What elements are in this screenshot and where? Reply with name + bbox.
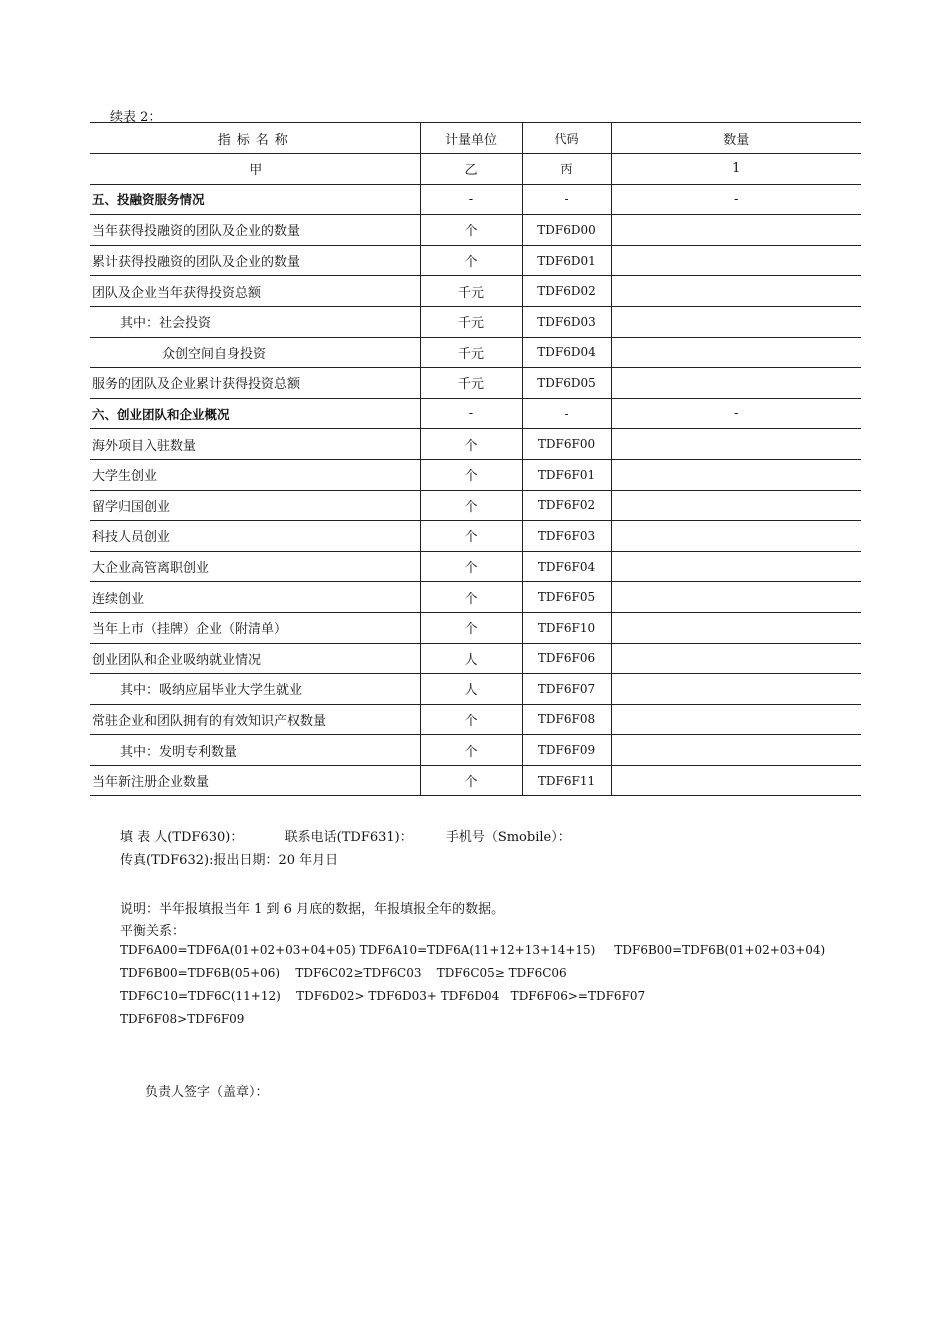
table-row: [90, 337, 861, 368]
unit-cell: 千元: [420, 337, 522, 368]
code-cell: TDF6F01: [522, 459, 611, 490]
fax-date-line: 传真(TDF632):报出日期：20 年月日: [120, 853, 339, 868]
header-unit: 计量单位: [420, 123, 522, 154]
table-row: [90, 215, 861, 246]
unit-cell: 个: [420, 551, 522, 582]
filler-line: [120, 826, 571, 845]
table-row: [90, 429, 861, 460]
subheader-name: 甲: [90, 154, 420, 185]
balance-line: TDF6F08>TDF6F09: [120, 1012, 245, 1026]
code-cell: TDF6D02: [522, 276, 611, 307]
unit-cell: 个: [420, 765, 522, 796]
unit-cell: 千元: [420, 276, 522, 307]
quantity-cell[interactable]: [611, 368, 861, 399]
quantity-cell[interactable]: [611, 490, 861, 521]
indicator-name-cell: 科技人员创业: [90, 521, 420, 552]
code-cell: TDF6D05: [522, 368, 611, 399]
table-row: [90, 704, 861, 735]
unit-cell: 千元: [420, 368, 522, 399]
code-cell: TDF6F06: [522, 643, 611, 674]
statistics-table: [90, 122, 861, 796]
indicator-name-cell: 其中：发明专利数量: [90, 735, 420, 766]
table-row: [90, 490, 861, 521]
indicator-name-cell: 六、创业团队和企业概况: [90, 398, 420, 429]
balance-line: TDF6C10=TDF6C(11+12) TDF6D02> TDF6D03+ TDF6D04 TDF6F06>=TDF6F07: [120, 989, 646, 1003]
table-row: [90, 765, 861, 796]
quantity-cell[interactable]: [611, 612, 861, 643]
indicator-name-cell: 大企业高管离职创业: [90, 551, 420, 582]
table-row: [90, 276, 861, 307]
unit-cell: 人: [420, 674, 522, 705]
mobile-label: 手机号（Smobile）：: [445, 830, 571, 845]
code-cell: TDF6F02: [522, 490, 611, 521]
table-row: [90, 551, 861, 582]
unit-cell: -: [420, 184, 522, 215]
quantity-cell[interactable]: [611, 276, 861, 307]
subheader-quantity: 1: [611, 154, 861, 185]
quantity-cell[interactable]: [611, 704, 861, 735]
note-line: 说明：半年报填报当年 1 到 6 月底的数据，年报填报全年的数据。: [120, 902, 505, 917]
unit-cell: 个: [420, 735, 522, 766]
table-header-row: [90, 123, 861, 154]
table-row: [90, 245, 861, 276]
subheader-code: 丙: [522, 154, 611, 185]
signature-line: 负责人签字（盖章）：: [145, 1085, 269, 1100]
phone-label: 联系电话(TDF631)：: [284, 830, 413, 845]
code-cell: TDF6F04: [522, 551, 611, 582]
code-cell: TDF6F03: [522, 521, 611, 552]
filler-label: 填 表 人(TDF630)：: [120, 830, 244, 845]
unit-cell: 人: [420, 643, 522, 674]
code-cell: -: [522, 398, 611, 429]
indicator-name-cell: 创业团队和企业吸纳就业情况: [90, 643, 420, 674]
code-cell: TDF6F00: [522, 429, 611, 460]
table-row: [90, 368, 861, 399]
code-cell: TDF6D01: [522, 245, 611, 276]
indicator-name-cell: 其中：吸纳应届毕业大学生就业: [90, 674, 420, 705]
quantity-cell[interactable]: [611, 429, 861, 460]
code-cell: TDF6D04: [522, 337, 611, 368]
indicator-name-cell: 留学归国创业: [90, 490, 420, 521]
table-row: [90, 521, 861, 552]
unit-cell: 个: [420, 704, 522, 735]
header-quantity: 数量: [611, 123, 861, 154]
unit-cell: -: [420, 398, 522, 429]
quantity-cell[interactable]: [611, 306, 861, 337]
code-cell: TDF6D03: [522, 306, 611, 337]
table-row: [90, 612, 861, 643]
indicator-name-cell: 海外项目入驻数量: [90, 429, 420, 460]
code-cell: TDF6D00: [522, 215, 611, 246]
header-indicator-name: 指标名称: [90, 123, 420, 154]
unit-cell: 个: [420, 490, 522, 521]
section-row: [90, 184, 861, 215]
subheader-unit: 乙: [420, 154, 522, 185]
quantity-cell[interactable]: [611, 215, 861, 246]
table-row: [90, 735, 861, 766]
unit-cell: 个: [420, 521, 522, 552]
indicator-name-cell: 常驻企业和团队拥有的有效知识产权数量: [90, 704, 420, 735]
table-row: [90, 674, 861, 705]
quantity-cell[interactable]: [611, 582, 861, 613]
code-cell: TDF6F09: [522, 735, 611, 766]
table-row: [90, 582, 861, 613]
unit-cell: 千元: [420, 306, 522, 337]
table-subheader-row: [90, 154, 861, 185]
indicator-name-cell: 团队及企业当年获得投资总额: [90, 276, 420, 307]
table-caption: 续表 2：: [110, 110, 162, 125]
quantity-cell: -: [611, 184, 861, 215]
indicator-name-cell: 累计获得投融资的团队及企业的数量: [90, 245, 420, 276]
unit-cell: 个: [420, 245, 522, 276]
code-cell: TDF6F08: [522, 704, 611, 735]
balance-line: TDF6A00=TDF6A(01+02+03+04+05) TDF6A10=TDF6A(11+12+13+14+15) TDF6B00=TDF6B(01+02+03+04): [120, 943, 826, 957]
indicator-name-cell: 当年上市（挂牌）企业（附清单）: [90, 612, 420, 643]
table-row: [90, 643, 861, 674]
balance-line: TDF6B00=TDF6B(05+06) TDF6C02≥TDF6C03 TDF6C05≥ TDF6C06: [120, 966, 567, 980]
indicator-name-cell: 大学生创业: [90, 459, 420, 490]
quantity-cell[interactable]: [611, 337, 861, 368]
table-row: [90, 306, 861, 337]
quantity-cell[interactable]: [611, 245, 861, 276]
header-code: 代码: [522, 123, 611, 154]
indicator-name-cell: 服务的团队及企业累计获得投资总额: [90, 368, 420, 399]
quantity-cell[interactable]: [611, 674, 861, 705]
quantity-cell[interactable]: [611, 735, 861, 766]
quantity-cell[interactable]: [611, 459, 861, 490]
quantity-cell[interactable]: [611, 551, 861, 582]
balance-title: 平衡关系：: [120, 924, 186, 939]
code-cell: TDF6F10: [522, 612, 611, 643]
section-row: [90, 398, 861, 429]
unit-cell: 个: [420, 429, 522, 460]
unit-cell: 个: [420, 582, 522, 613]
indicator-name-cell: 众创空间自身投资: [90, 337, 420, 368]
indicator-name-cell: 连续创业: [90, 582, 420, 613]
indicator-name-cell: 五、投融资服务情况: [90, 184, 420, 215]
code-cell: TDF6F11: [522, 765, 611, 796]
indicator-name-cell: 其中：社会投资: [90, 306, 420, 337]
quantity-cell[interactable]: [611, 765, 861, 796]
quantity-cell[interactable]: [611, 643, 861, 674]
unit-cell: 个: [420, 215, 522, 246]
quantity-cell: -: [611, 398, 861, 429]
code-cell: TDF6F07: [522, 674, 611, 705]
code-cell: -: [522, 184, 611, 215]
table-row: [90, 459, 861, 490]
unit-cell: 个: [420, 612, 522, 643]
indicator-name-cell: 当年获得投融资的团队及企业的数量: [90, 215, 420, 246]
indicator-name-cell: 当年新注册企业数量: [90, 765, 420, 796]
quantity-cell[interactable]: [611, 521, 861, 552]
unit-cell: 个: [420, 459, 522, 490]
code-cell: TDF6F05: [522, 582, 611, 613]
